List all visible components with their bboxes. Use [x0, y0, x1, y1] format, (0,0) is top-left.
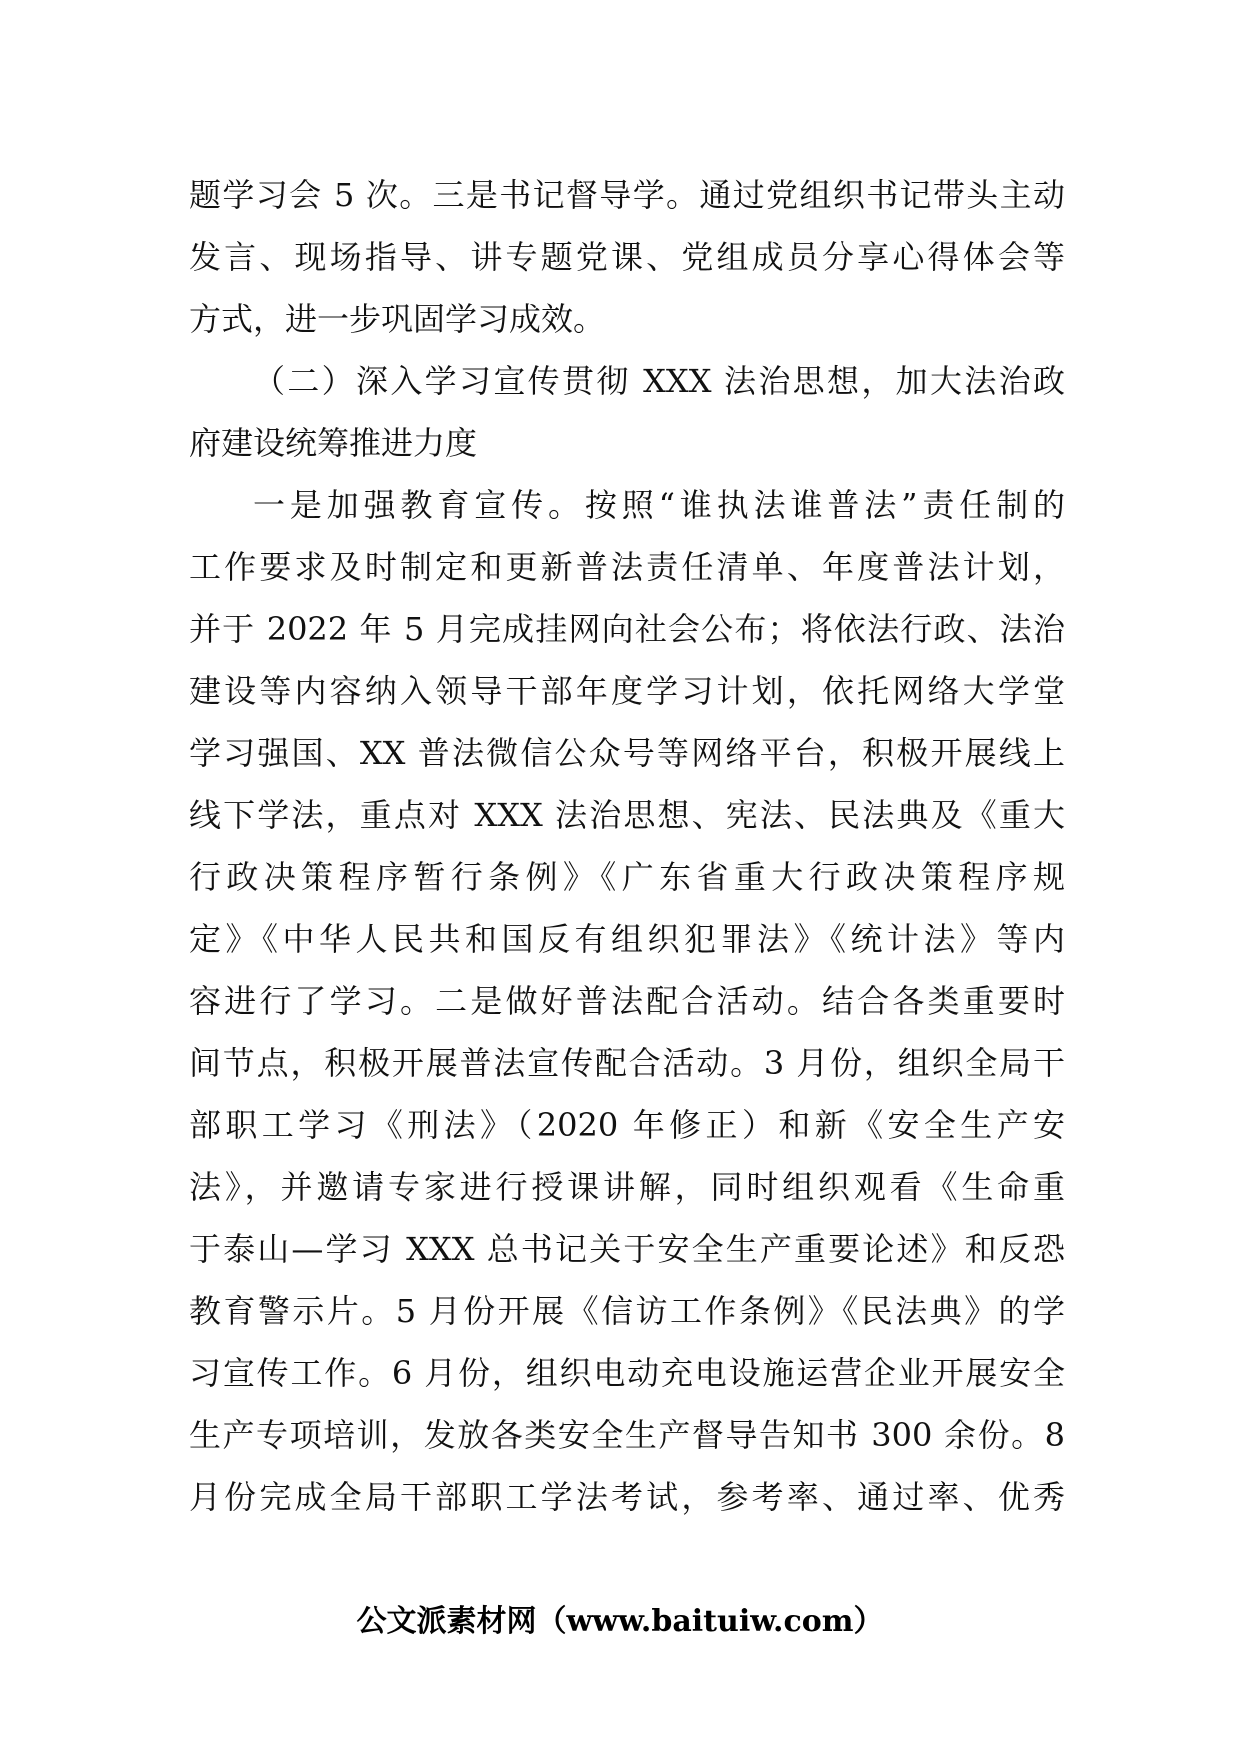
text-line: 建设等内容纳入领导干部年度学习计划，依托网络大学堂 — [189, 672, 1065, 710]
text-line: 行政决策程序暂行条例》《广东省重大行政决策程序规 — [189, 858, 1065, 896]
text-line: 教育警示片。5 月份开展《信访工作条例》《民法典》的学 — [189, 1292, 1065, 1330]
text-line: 线下学法，重点对 XXX 法治思想、宪法、民法典及《重大 — [189, 796, 1065, 834]
section-heading-line: （二）深入学习宣传贯彻 XXX 法治思想，加大法治政 — [253, 362, 1065, 400]
text-line: 学习强国、XX 普法微信公众号等网络平台，积极开展线上 — [189, 734, 1065, 772]
text-line: 定》《中华人民共和国反有组织犯罪法》《统计法》等内 — [189, 920, 1065, 958]
text-line: 月份完成全局干部职工学法考试，参考率、通过率、优秀 — [189, 1478, 1065, 1516]
text-line: 部职工学习《刑法》（2020 年修正）和新《安全生产安 — [189, 1106, 1065, 1144]
text-line: 方式，进一步巩固学习成效。 — [189, 300, 606, 338]
text-line: 习宣传工作。6 月份，组织电动充电设施运营企业开展安全 — [189, 1354, 1065, 1392]
text-line: 间节点，积极开展普法宣传配合活动。3 月份，组织全局干 — [189, 1044, 1065, 1082]
text-line: 工作要求及时制定和更新普法责任清单、年度普法计划， — [189, 548, 1065, 586]
footer-watermark: 公文派素材网（www.baituiw.com） — [356, 1604, 884, 1639]
text-line: 一是加强教育宣传。按照“谁执法谁普法”责任制的 — [253, 486, 1065, 524]
text-line: 发言、现场指导、讲专题党课、党组成员分享心得体会等 — [189, 238, 1065, 276]
text-line: 于泰山—学习 XXX 总书记关于安全生产重要论述》和反恐 — [189, 1230, 1065, 1268]
text-line: 题学习会 5 次。三是书记督导学。通过党组织书记带头主动 — [189, 176, 1065, 214]
text-line: 法》，并邀请专家进行授课讲解，同时组织观看《生命重 — [189, 1168, 1065, 1206]
text-line: 生产专项培训，发放各类安全生产督导告知书 300 余份。8 — [189, 1416, 1065, 1454]
text-line: 容进行了学习。二是做好普法配合活动。结合各类重要时 — [189, 982, 1065, 1020]
section-heading-line: 府建设统筹推进力度 — [189, 424, 478, 462]
text-line: 并于 2022 年 5 月完成挂网向社会公布；将依法行政、法治 — [189, 610, 1065, 648]
document-body — [189, 164, 1065, 1528]
